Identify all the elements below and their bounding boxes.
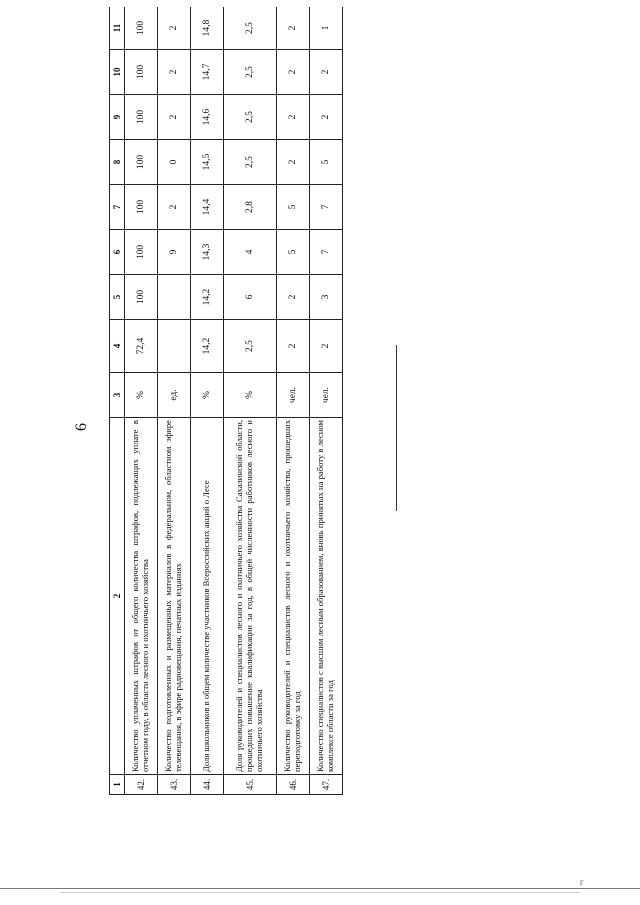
header-cell: 1 [110, 775, 125, 795]
value-cell: 2 [277, 275, 310, 320]
value-cell: 3 [310, 275, 343, 320]
unit-cell: % [191, 373, 224, 418]
indicator-name: Количество руководителей и специалистов лесного и охотничьего хозяйства, прошедших переподготовку за год [277, 418, 310, 775]
value-cell: 14,8 [191, 7, 224, 50]
value-cell: 100 [125, 230, 158, 275]
value-cell: 2 [277, 320, 310, 373]
header-cell: 4 [110, 320, 125, 373]
header-cell: 3 [110, 373, 125, 418]
value-cell: 2 [277, 95, 310, 140]
value-cell: 2 [158, 7, 191, 50]
value-cell: 2,8 [224, 185, 277, 230]
value-cell: 14,3 [191, 230, 224, 275]
bottom-scan-line [0, 888, 640, 889]
signature-divider-line [396, 345, 397, 511]
value-cell: 2,5 [224, 140, 277, 185]
header-cell: 5 [110, 275, 125, 320]
value-cell: 2,5 [224, 95, 277, 140]
value-cell: 7 [310, 230, 343, 275]
rotated-table-frame [109, 7, 349, 795]
header-cell: 8 [110, 140, 125, 185]
unit-cell: % [125, 373, 158, 418]
value-cell: 100 [125, 140, 158, 185]
row-number: 43. [158, 775, 191, 795]
value-cell: 14,4 [191, 185, 224, 230]
value-cell: 2,5 [224, 50, 277, 95]
value-cell: 1 [310, 7, 343, 50]
value-cell: 5 [277, 230, 310, 275]
indicator-name: Количество уплаченных штрафов от общего количества штрафов, подлежащих уплате в отчетном году, в области лесного и охотничьего хозяйства [125, 418, 158, 775]
value-cell: 100 [125, 185, 158, 230]
table-row [277, 7, 310, 795]
row-number: 42. [125, 775, 158, 795]
value-cell: 2 [310, 50, 343, 95]
value-cell: 100 [125, 50, 158, 95]
value-cell: 2,5 [224, 7, 277, 50]
value-cell: 2 [277, 140, 310, 185]
unit-cell: % [224, 373, 277, 418]
value-cell: 100 [125, 275, 158, 320]
bottom-scan-line-faint [60, 892, 580, 893]
value-cell: 100 [125, 95, 158, 140]
corner-mark: г [580, 877, 584, 887]
indicator-name: Доля школьников в общем количестве участников Всероссийских акций о Лесе [191, 418, 224, 775]
value-cell: 2 [277, 7, 310, 50]
value-cell: 4 [224, 230, 277, 275]
header-cell: 11 [110, 7, 125, 50]
row-number: 45. [224, 775, 277, 795]
table-row [310, 7, 343, 795]
indicator-name: Доля руководителей и специалистов лесного и охотничьего хозяйства Сахалинской области, прошедших повышение квалификации за год, в общей численности работников лесного и охотничьего хозяйства [224, 418, 277, 775]
value-cell: 5 [277, 185, 310, 230]
header-cell: 10 [110, 50, 125, 95]
page-number: 6 [73, 423, 90, 431]
header-row [110, 7, 125, 795]
value-cell: 5 [310, 140, 343, 185]
value-cell: 14,5 [191, 140, 224, 185]
value-cell: 14,6 [191, 95, 224, 140]
value-cell: 14,7 [191, 50, 224, 95]
value-cell: 0 [158, 140, 191, 185]
table-row [158, 7, 191, 795]
table-row [191, 7, 224, 795]
value-cell: 9 [158, 230, 191, 275]
value-cell: 2 [158, 95, 191, 140]
row-number: 47. [310, 775, 343, 795]
unit-cell: ед. [158, 373, 191, 418]
value-cell: 2 [158, 185, 191, 230]
indicator-name: Количество специалистов с высшим лесным образованием, вновь принятых на работу в лесном комплексе области за год [310, 418, 343, 775]
row-number: 46. [277, 775, 310, 795]
value-cell [158, 275, 191, 320]
indicators-table [109, 7, 343, 795]
table-row [224, 7, 277, 795]
value-cell: 7 [310, 185, 343, 230]
header-cell: 2 [110, 418, 125, 775]
header-cell: 6 [110, 230, 125, 275]
value-cell: 6 [224, 275, 277, 320]
value-cell: 2 [310, 95, 343, 140]
value-cell: 2 [158, 50, 191, 95]
value-cell: 2 [310, 320, 343, 373]
value-cell: 14,2 [191, 320, 224, 373]
indicator-name: Количество подготовленных и размещенных материалов в федеральном, областном эфире телевещания, в эфире радиовещания, печатных изданиях [158, 418, 191, 775]
value-cell [158, 320, 191, 373]
value-cell: 2,5 [224, 320, 277, 373]
unit-cell: чел. [277, 373, 310, 418]
value-cell: 2 [277, 50, 310, 95]
unit-cell: чел. [310, 373, 343, 418]
header-cell: 9 [110, 95, 125, 140]
header-cell: 7 [110, 185, 125, 230]
value-cell: 72,4 [125, 320, 158, 373]
row-number: 44. [191, 775, 224, 795]
table-row [125, 7, 158, 795]
value-cell: 100 [125, 7, 158, 50]
value-cell: 14,2 [191, 275, 224, 320]
table-container [109, 7, 349, 795]
